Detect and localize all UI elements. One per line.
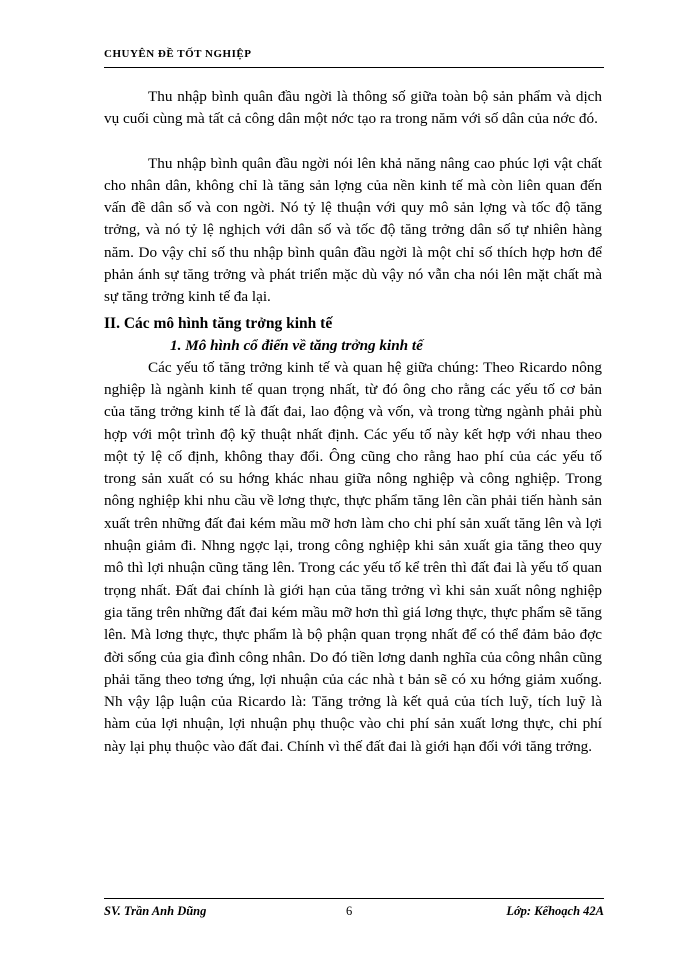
header-divider	[104, 67, 604, 68]
footer-author: SV. Trần Anh Dũng	[104, 904, 207, 918]
document-body	[104, 86, 602, 758]
footer-divider	[104, 898, 604, 899]
paragraph-1: Thu nhập bình quân đầu ngời là thông số giữa toàn bộ sản phẩm và dịch vụ cuối cùng mà tất cả công dân một nớc tạo ra trong năm với số dân của nớc đó.	[104, 88, 602, 128]
paragraph-2: Thu nhập bình quân đầu ngời nói lên khả năng nâng cao phúc lợi vật chất cho nhân dân, không chỉ là tăng sản lợng của nền kinh tế mà còn liên quan đến vấn đề dân số và con ngời. Nó tỷ lệ thuận với quy mô sản lợng và tốc độ tăng trởng, và nó tỷ lệ nghịch với dân số và tốc độ tăng trởng dân số tự nhiên hàng năm. Do vậy chỉ số thu nhập bình quân đầu ngời là một chỉ số thích hợp hơn để phản ánh sự tăng trởng và phát triển mặc dù vậy nó vẫn cha nói lên mặt chất mà sự tăng trởng kinh tế đa lại.	[104, 154, 602, 306]
section-heading: II. Các mô hình tăng trởng kinh tế	[104, 314, 333, 332]
document-header: CHUYÊN ĐỀ TỐT NGHIỆP	[104, 48, 252, 60]
footer-class: Lớp: Kếhoạch 42A	[506, 904, 604, 918]
paragraph-gap	[104, 131, 602, 153]
subsection-heading: 1. Mô hình cổ điển về tăng trởng kinh tế	[170, 336, 423, 354]
page-number: 6	[346, 904, 353, 918]
paragraph-3: Các yếu tố tăng trởng kinh tế và quan hệ giữa chúng: Theo Ricardo nông nghiệp là ngành kinh tế quan trọng nhất, từ đó ông cho rằng các yếu tố cơ bản của tăng trởng kinh tế là đất đai, lao động và vốn, và trong từng ngành phải phù hợp với một trình độ kỹ thuật nhất định. Các yếu tố này kết hợp với nhau theo một tỷ lệ cố định, không thay đổi. Ông cũng cho rằng hao phí của các yếu tố trong sản xuất có su hớng khác nhau giữa nông nghiệp và công nghiệp. Trong nông nghiệp khi nhu cầu về lơng thực, thực phẩm tăng lên cần phải tiến hành sản xuất trên những đất đai kém mầu mỡ hơn làm cho chi phí sản xuất tăng lên và lợi nhuận giảm đi. Nhng ngợc lại, trong công nghiệp khi sản xuất gia tăng theo quy mô thì lợi nhuận cũng tăng lên. Trong các yếu tố kể trên thì đất đai là yếu tố quan trọng nhất. Đất đai chính là giới hạn của tăng trởng vì khi sản xuất nông nghiệp gia tăng trên những đất đai kém mầu mỡ hơn thì giá lơng thực, thực phẩm sẽ tăng lên. Mà lơng thực, thực phẩm là bộ phận quan trọng nhất để có thể đảm bảo đợc đời sống của gia đình công nhân. Do đó tiền lơng danh nghĩa của công nhân cũng phải tăng theo tơng ứng, lợi nhuận của các nhà t bản sẽ có xu hớng giảm xuống. Nh vậy lập luận của Ricardo là: Tăng trởng là kết quả của tích luỹ, tích luỹ là hàm của lợi nhuận, lợi nhuận phụ thuộc vào chi phí sản xuất lơng thực, chi phí này lại phụ thuộc vào đất đai. Chính vì thế đất đai là giới hạn đối với tăng trởng.	[104, 358, 602, 755]
